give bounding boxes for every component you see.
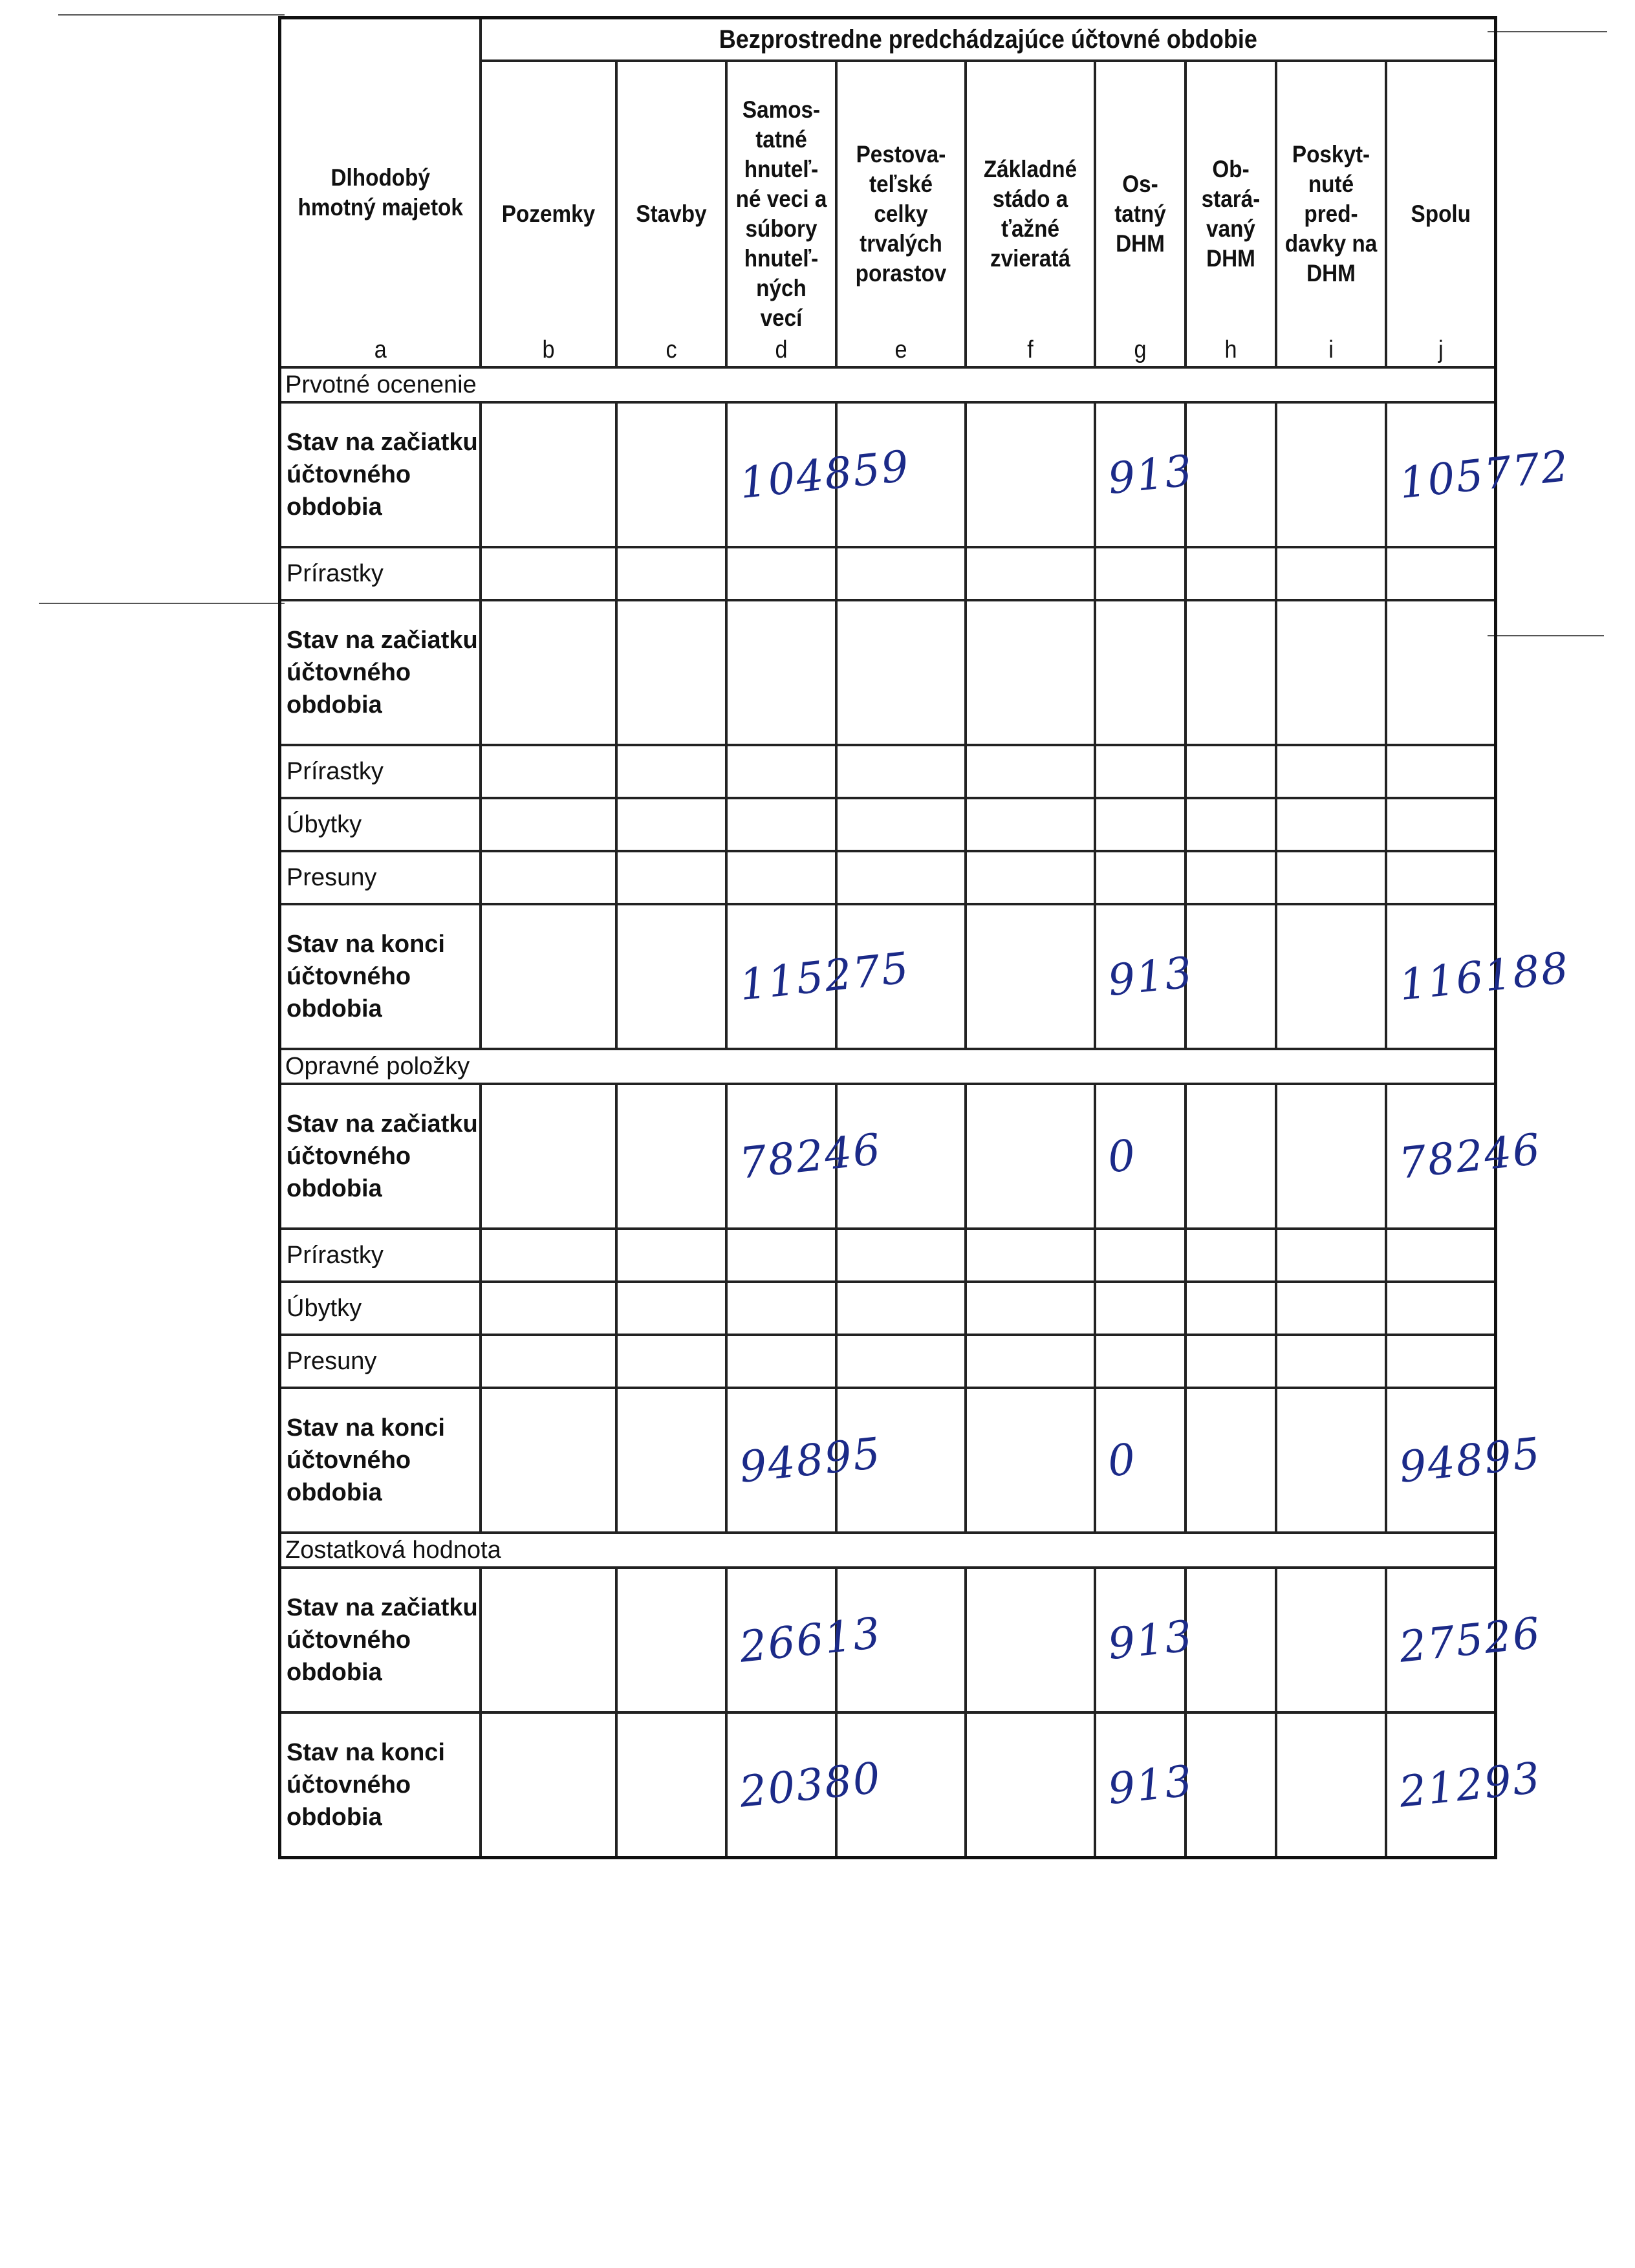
cell-i [1276, 1335, 1386, 1388]
cell-f [966, 851, 1095, 904]
cell-g [1095, 1568, 1196, 1712]
cell-e [836, 1335, 966, 1388]
cell-j [1386, 1335, 1496, 1388]
cell-i [1276, 1712, 1386, 1858]
scan-line-top-left [58, 14, 285, 16]
table-row [280, 851, 1496, 904]
cell-h [1186, 600, 1276, 745]
cell-d [726, 600, 836, 745]
cell-b [481, 1282, 616, 1335]
col-header-b: Pozemky b [487, 61, 609, 367]
cell-h [1186, 402, 1276, 547]
row-label: Prírastky [280, 745, 481, 798]
cell-b [481, 402, 616, 547]
cell-b [481, 600, 616, 745]
cell-e [836, 851, 966, 904]
row-label: Úbytky [280, 1282, 481, 1335]
cell-d [726, 1712, 883, 1858]
section-row [280, 367, 1496, 402]
cell-e [836, 1712, 966, 1858]
section-title: Zostatková hodnota [280, 1533, 1496, 1568]
handwritten-value: 21293 [1396, 1753, 1543, 1817]
cell-d [726, 1335, 836, 1388]
cell-c [616, 904, 726, 1049]
cell-c [616, 1084, 726, 1229]
handwritten-value: 78246 [1396, 1124, 1543, 1189]
cell-i [1276, 547, 1386, 600]
cell-e [836, 1229, 966, 1282]
cell-b [481, 851, 616, 904]
cell-f [966, 1568, 1095, 1712]
row-label: Stav na začiatku účtovného obdobia [280, 402, 481, 547]
cell-e [836, 745, 966, 798]
table-row [280, 1388, 1496, 1533]
cell-e [836, 1388, 966, 1533]
cell-g [1095, 1335, 1186, 1388]
cell-h [1186, 1568, 1276, 1712]
cell-j [1386, 402, 1572, 547]
table-row [280, 745, 1496, 798]
cell-f [966, 1335, 1095, 1388]
cell-i [1276, 1388, 1386, 1533]
cell-d [726, 402, 912, 547]
row-label: Presuny [280, 851, 481, 904]
cell-e [836, 600, 966, 745]
cell-c [616, 600, 726, 745]
handwritten-value: 105772 [1396, 440, 1572, 509]
cell-j [1386, 600, 1496, 745]
table-row [280, 1712, 1496, 1858]
section-title: Opravné položky [280, 1049, 1496, 1084]
cell-f [966, 1388, 1095, 1533]
cell-f [966, 600, 1095, 745]
cell-f [966, 547, 1095, 600]
cell-c [616, 798, 726, 851]
cell-j [1386, 1229, 1496, 1282]
cell-h [1186, 1388, 1276, 1533]
cell-j [1386, 1388, 1543, 1533]
cell-j [1386, 1282, 1496, 1335]
cell-i [1276, 402, 1386, 547]
cell-d [726, 851, 836, 904]
table-row [280, 1084, 1496, 1229]
row-label: Presuny [280, 1335, 481, 1388]
cell-h [1186, 745, 1276, 798]
cell-d [726, 798, 836, 851]
section-row [280, 1049, 1496, 1084]
cell-g [1095, 1084, 1186, 1229]
table-row [280, 600, 1496, 745]
cell-g [1095, 600, 1186, 745]
cell-h [1186, 904, 1276, 1049]
row-label: Prírastky [280, 1229, 481, 1282]
cell-d [726, 1282, 836, 1335]
handwritten-value: 0 [1105, 1434, 1139, 1487]
cell-b [481, 1335, 616, 1388]
cell-d [726, 1229, 836, 1282]
cell-j [1386, 1712, 1543, 1858]
table-row [280, 904, 1496, 1049]
cell-j [1386, 1084, 1543, 1229]
cell-b [481, 1712, 616, 1858]
cell-d [726, 1568, 883, 1712]
cell-c [616, 1568, 726, 1712]
col-header-f: Základné stádo a ťažné zvieratá f [972, 61, 1088, 367]
row-label: Prírastky [280, 547, 481, 600]
cell-e [836, 402, 966, 547]
cell-h [1186, 1229, 1276, 1282]
cell-g [1095, 402, 1196, 547]
col-header-a: Dlhodobý hmotný majetok a [290, 18, 470, 368]
cell-d [726, 1084, 883, 1229]
cell-b [481, 1229, 616, 1282]
col-header-d: Samos- tatné hnuteľ- né veci a súbory hnuteľ- ných vecí d [731, 61, 830, 367]
cell-i [1276, 600, 1386, 745]
cell-j [1386, 851, 1496, 904]
handwritten-value: 115275 [737, 942, 912, 1011]
cell-g [1095, 1282, 1186, 1335]
cell-g [1095, 1229, 1186, 1282]
cell-h [1186, 1712, 1276, 1858]
cell-c [616, 1335, 726, 1388]
cell-j [1386, 904, 1572, 1049]
row-label: Stav na konci účtovného obdobia [280, 1712, 481, 1858]
cell-b [481, 745, 616, 798]
cell-i [1276, 851, 1386, 904]
cell-c [616, 851, 726, 904]
cell-j [1386, 547, 1496, 600]
group-header: Bezprostredne predchádzajúce účtovné obdobie [531, 18, 1445, 61]
row-label: Stav na konci účtovného obdobia [280, 1388, 481, 1533]
col-header-g: Os- tatný DHM g [1099, 61, 1181, 367]
cell-d [726, 547, 836, 600]
col-header-h: Ob- stará- vaný DHM h [1190, 61, 1272, 367]
cell-i [1276, 1282, 1386, 1335]
cell-j [1386, 1568, 1543, 1712]
cell-c [616, 1282, 726, 1335]
cell-g [1095, 1388, 1186, 1533]
handwritten-value: 104859 [737, 440, 912, 509]
cell-f [966, 1712, 1095, 1858]
handwritten-value: 116188 [1396, 942, 1572, 1011]
scan-line-mid-right [1488, 635, 1604, 636]
section-title: Prvotné ocenenie [280, 367, 1496, 402]
cell-h [1186, 547, 1276, 600]
row-label: Stav na začiatku účtovného obdobia [280, 1568, 481, 1712]
cell-g [1095, 547, 1186, 600]
scan-line-top-right [1488, 31, 1607, 32]
asset-table [278, 16, 1572, 1859]
cell-f [966, 745, 1095, 798]
row-label: Stav na začiatku účtovného obdobia [280, 600, 481, 745]
col-header-i: Poskyt- nuté pred- davky na DHM i [1281, 61, 1380, 367]
row-label: Úbytky [280, 798, 481, 851]
handwritten-value: 27526 [1396, 1608, 1543, 1672]
cell-c [616, 402, 726, 547]
cell-b [481, 1568, 616, 1712]
cell-i [1276, 798, 1386, 851]
cell-i [1276, 1229, 1386, 1282]
table-body [280, 367, 1572, 1858]
table-row [280, 1335, 1496, 1388]
handwritten-value: 94895 [737, 1428, 883, 1493]
handwritten-value: 94895 [1396, 1428, 1543, 1493]
cell-g [1095, 904, 1196, 1049]
cell-e [836, 904, 966, 1049]
cell-h [1186, 1282, 1276, 1335]
cell-i [1276, 745, 1386, 798]
cell-d [726, 904, 912, 1049]
cell-g [1095, 851, 1186, 904]
col-header-j: Spolu j [1391, 61, 1490, 367]
cell-f [966, 402, 1095, 547]
col-header-e: Pestova- teľské celky trvalých porastov e [843, 61, 959, 367]
cell-j [1386, 798, 1496, 851]
cell-d [726, 1388, 883, 1533]
cell-i [1276, 904, 1386, 1049]
cell-b [481, 904, 616, 1049]
cell-b [481, 798, 616, 851]
cell-h [1186, 1084, 1276, 1229]
table-row [280, 798, 1496, 851]
handwritten-value: 913 [1105, 1610, 1196, 1670]
cell-i [1276, 1568, 1386, 1712]
cell-h [1186, 1335, 1276, 1388]
handwritten-value: 913 [1105, 947, 1196, 1006]
cell-i [1276, 1084, 1386, 1229]
cell-f [966, 1282, 1095, 1335]
handwritten-value: 26613 [737, 1608, 883, 1672]
table-row [280, 402, 1496, 547]
cell-e [836, 547, 966, 600]
cell-h [1186, 798, 1276, 851]
cell-f [966, 1229, 1095, 1282]
cell-g [1095, 798, 1186, 851]
handwritten-value: 913 [1105, 1755, 1196, 1815]
handwritten-value: 0 [1105, 1130, 1139, 1183]
cell-j [1386, 745, 1496, 798]
cell-e [836, 1084, 966, 1229]
scan-line-mid-left [39, 603, 285, 604]
cell-e [836, 1568, 966, 1712]
table-row [280, 1229, 1496, 1282]
cell-c [616, 1229, 726, 1282]
row-label: Stav na začiatku účtovného obdobia [280, 1084, 481, 1229]
section-row [280, 1533, 1496, 1568]
cell-e [836, 1282, 966, 1335]
handwritten-value: 20380 [737, 1753, 883, 1817]
cell-f [966, 798, 1095, 851]
cell-c [616, 1388, 726, 1533]
cell-b [481, 1084, 616, 1229]
cell-h [1186, 851, 1276, 904]
cell-g [1095, 745, 1186, 798]
cell-c [616, 547, 726, 600]
cell-c [616, 1712, 726, 1858]
col-header-c: Stavby c [622, 61, 720, 367]
cell-g [1095, 1712, 1196, 1858]
cell-f [966, 1084, 1095, 1229]
table-row [280, 1568, 1496, 1712]
cell-b [481, 547, 616, 600]
cell-d [726, 745, 836, 798]
table-row [280, 547, 1496, 600]
cell-b [481, 1388, 616, 1533]
row-label: Stav na konci účtovného obdobia [280, 904, 481, 1049]
cell-c [616, 745, 726, 798]
cell-e [836, 798, 966, 851]
handwritten-value: 78246 [737, 1124, 883, 1189]
cell-f [966, 904, 1095, 1049]
handwritten-value: 913 [1105, 445, 1196, 504]
table-row [280, 1282, 1496, 1335]
